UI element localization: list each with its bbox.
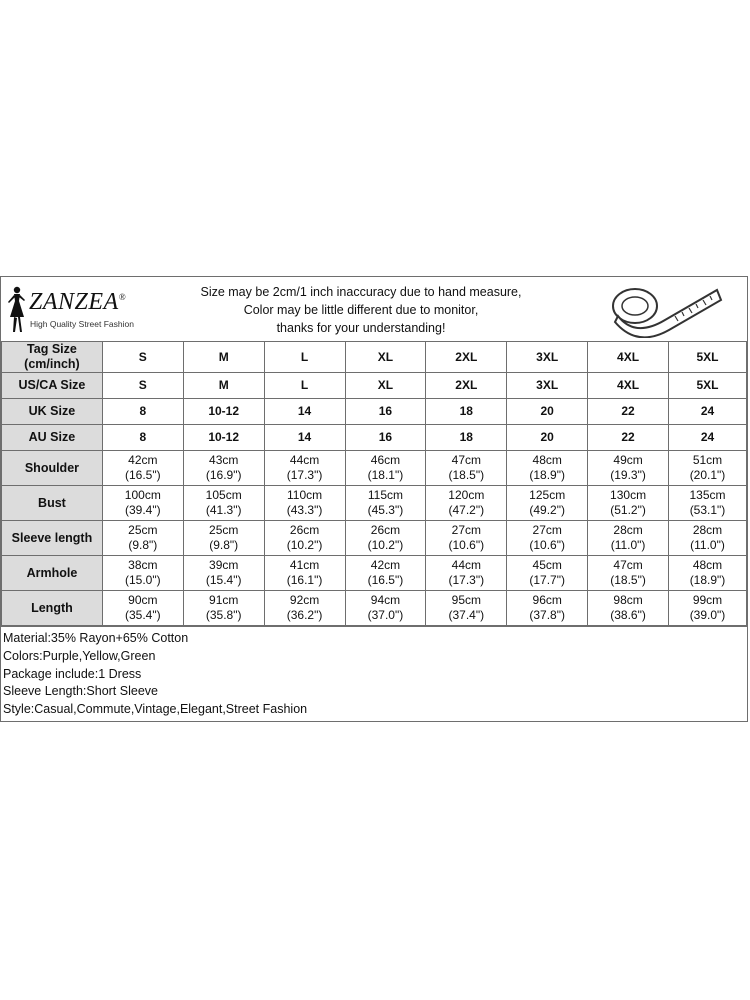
size-cell: 24 [669, 425, 747, 451]
measurement-cell [102, 486, 183, 521]
measurement-cm: 42cm [370, 558, 401, 572]
measurement-inch: (10.6") [448, 538, 485, 552]
measurement-cell [588, 451, 669, 486]
size-cell: XL [345, 342, 426, 373]
measurement-notice [171, 283, 551, 337]
measurement-inch: (39.4") [125, 503, 161, 517]
size-cell: 20 [507, 399, 588, 425]
measurement-cm: 49cm [613, 453, 643, 467]
size-table [1, 341, 747, 626]
measurement-cm: 38cm [128, 558, 158, 572]
table-row [2, 399, 747, 425]
measurement-cell [507, 486, 588, 521]
measurement-inch: (37.0") [367, 608, 404, 622]
measurement-cell [345, 451, 426, 486]
measurement-inch: (36.2") [286, 608, 323, 622]
measurement-cell [426, 486, 507, 521]
measurement-cm: 98cm [613, 593, 643, 607]
measurement-cell [345, 521, 426, 556]
measurement-cell [345, 486, 426, 521]
size-cell: S [102, 342, 183, 373]
row-header: Armhole [2, 556, 103, 591]
brand-tagline: High Quality Street Fashion [30, 319, 134, 329]
measurement-cm: 44cm [451, 558, 481, 572]
measurement-cm: 42cm [128, 453, 158, 467]
measurement-cm: 48cm [532, 453, 562, 467]
measurement-cm: 135cm [689, 488, 726, 502]
measurement-cell [588, 591, 669, 626]
size-cell: 8 [102, 425, 183, 451]
measurement-inch: (15.0") [125, 573, 161, 587]
size-cell: 20 [507, 425, 588, 451]
size-cell: 3XL [507, 373, 588, 399]
measurement-inch: (45.3") [367, 503, 404, 517]
measurement-cell [264, 486, 345, 521]
row-header: Bust [2, 486, 103, 521]
measurement-inch: (17.7") [529, 573, 565, 587]
measurement-cm: 95cm [451, 593, 481, 607]
measurement-cm: 48cm [692, 558, 723, 572]
measurement-cell [102, 521, 183, 556]
measurement-inch: (17.3") [448, 573, 485, 587]
measurement-inch: (35.8") [205, 608, 242, 622]
measurement-cm: 43cm [209, 453, 239, 467]
size-cell: 5XL [669, 373, 747, 399]
measurement-cm: 26cm [289, 523, 320, 537]
measurement-inch: (19.3") [610, 468, 646, 482]
measurement-cell [183, 486, 264, 521]
detail-package: Package include:1 Dress [3, 666, 142, 681]
measurement-inch: (18.5") [448, 468, 485, 482]
measurement-inch: (18.5") [610, 573, 646, 587]
measurement-cell [183, 451, 264, 486]
measurement-cm: 125cm [529, 488, 566, 502]
row-header: AU Size [2, 425, 103, 451]
size-cell: S [102, 373, 183, 399]
measurement-inch: (37.8") [529, 608, 565, 622]
size-cell: 14 [264, 425, 345, 451]
measurement-inch: (16.9") [205, 468, 242, 482]
measurement-cm: 96cm [532, 593, 562, 607]
measurement-inch: (20.1") [689, 468, 726, 482]
size-cell: 18 [426, 399, 507, 425]
measurement-cm: 28cm [613, 523, 643, 537]
size-cell: 22 [588, 399, 669, 425]
measurement-cm: 51cm [692, 453, 723, 467]
row-header: Shoulder [2, 451, 103, 486]
measurement-cell [507, 521, 588, 556]
size-cell: 3XL [507, 342, 588, 373]
woman-silhouette-icon [5, 285, 27, 335]
measurement-cell [669, 591, 747, 626]
measurement-inch: (35.4") [125, 608, 161, 622]
measurement-cell [264, 591, 345, 626]
measurement-inch: (11.0") [610, 538, 646, 552]
measurement-cm: 45cm [532, 558, 562, 572]
table-row [2, 486, 747, 521]
size-cell: 8 [102, 399, 183, 425]
measurement-cell [426, 451, 507, 486]
notice-line: thanks for your understanding! [276, 321, 446, 335]
measurement-cell [426, 591, 507, 626]
measurement-inch: (43.3") [286, 503, 323, 517]
measurement-cell [183, 556, 264, 591]
measurement-inch: (16.1") [286, 573, 323, 587]
measurement-cm: 120cm [448, 488, 485, 502]
table-row [2, 342, 747, 373]
measurement-cell [588, 486, 669, 521]
measuring-tape-icon [605, 280, 725, 338]
measurement-cell [426, 521, 507, 556]
size-cell: 2XL [426, 373, 507, 399]
size-cell: 16 [345, 399, 426, 425]
detail-colors: Colors:Purple,Yellow,Green [3, 648, 156, 663]
measurement-cm: 105cm [205, 488, 242, 502]
size-cell: 18 [426, 425, 507, 451]
measurement-cm: 27cm [451, 523, 481, 537]
size-cell: 14 [264, 399, 345, 425]
measurement-inch: (10.6") [529, 538, 565, 552]
measurement-inch: (49.2") [529, 503, 565, 517]
measurement-inch: (37.4") [448, 608, 485, 622]
measurement-cm: 90cm [128, 593, 158, 607]
size-cell: 10-12 [183, 425, 264, 451]
measurement-cell [669, 486, 747, 521]
row-header: UK Size [2, 399, 103, 425]
measurement-cm: 115cm [367, 488, 403, 502]
measurement-cm: 28cm [692, 523, 723, 537]
measurement-cell [588, 521, 669, 556]
measurement-cm: 27cm [532, 523, 562, 537]
size-cell: 16 [345, 425, 426, 451]
size-cell: 2XL [426, 342, 507, 373]
table-row [2, 425, 747, 451]
measurement-cell [507, 591, 588, 626]
detail-style: Style:Casual,Commute,Vintage,Elegant,Street Fashion [3, 702, 308, 717]
row-header: Length [2, 591, 103, 626]
measurement-cell [426, 556, 507, 591]
measurement-inch: (9.8") [128, 538, 158, 552]
notice-line: Color may be little different due to monitor, [243, 303, 479, 317]
measurement-cm: 26cm [370, 523, 401, 537]
notice-line: Size may be 2cm/1 inch inaccuracy due to hand measure, [200, 285, 522, 299]
measurement-cell [183, 521, 264, 556]
measurement-inch: (18.9") [529, 468, 565, 482]
table-row [2, 373, 747, 399]
measurement-cell [507, 556, 588, 591]
measurement-cm: 41cm [289, 558, 320, 572]
measurement-inch: (11.0") [690, 538, 725, 552]
measurement-inch: (10.2") [367, 538, 404, 552]
measurement-inch: (38.6") [610, 608, 646, 622]
measurement-cm: 44cm [289, 453, 320, 467]
size-cell: L [264, 342, 345, 373]
row-header: Tag Size (cm/inch) [2, 342, 103, 373]
measurement-cell [669, 556, 747, 591]
measurement-inch: (9.8") [209, 538, 239, 552]
measurement-cm: 25cm [209, 523, 239, 537]
brand-wordmark [29, 289, 126, 316]
size-cell: 5XL [669, 342, 747, 373]
measurement-cell [345, 556, 426, 591]
measurement-cm: 100cm [124, 488, 161, 502]
table-row [2, 591, 747, 626]
measurement-cm: 91cm [209, 593, 239, 607]
measurement-cell [345, 591, 426, 626]
measurement-inch: (39.0") [689, 608, 726, 622]
measurement-cm: 99cm [692, 593, 723, 607]
measurement-cell [264, 521, 345, 556]
measurement-inch: (17.3") [286, 468, 323, 482]
measurement-cell [102, 556, 183, 591]
brand-logo [5, 283, 155, 337]
row-header: Sleeve length [2, 521, 103, 556]
size-cell: XL [345, 373, 426, 399]
measurement-cell [102, 591, 183, 626]
table-row [2, 521, 747, 556]
size-cell: M [183, 373, 264, 399]
detail-material: Material:35% Rayon+65% Cotton [3, 631, 189, 645]
detail-sleeve-length: Sleeve Length:Short Sleeve [3, 684, 158, 699]
size-cell: L [264, 373, 345, 399]
measurement-inch: (18.9") [689, 573, 726, 587]
measurement-cell [183, 591, 264, 626]
measurement-cell [102, 451, 183, 486]
size-cell: 4XL [588, 342, 669, 373]
size-cell: 24 [669, 399, 747, 425]
measurement-cm: 46cm [370, 453, 401, 467]
measurement-cm: 92cm [289, 593, 320, 607]
measurement-inch: (47.2") [448, 503, 485, 517]
measurement-inch: (16.5") [367, 573, 404, 587]
row-header: US/CA Size [2, 373, 103, 399]
measurement-cm: 47cm [613, 558, 643, 572]
measurement-inch: (41.3") [205, 503, 242, 517]
measurement-inch: (18.1") [367, 468, 404, 482]
measurement-cm: 39cm [209, 558, 239, 572]
measurement-cell [264, 556, 345, 591]
measurement-cm: 47cm [451, 453, 481, 467]
measurement-inch: (53.1") [689, 503, 726, 517]
measurement-cell [264, 451, 345, 486]
size-cell: M [183, 342, 264, 373]
chart-header [1, 277, 747, 342]
measurement-cell [588, 556, 669, 591]
measurement-cm: 130cm [610, 488, 647, 502]
measurement-inch: (10.2") [286, 538, 323, 552]
size-cell: 10-12 [183, 399, 264, 425]
size-chart [0, 276, 748, 722]
size-cell: 4XL [588, 373, 669, 399]
product-details [1, 626, 747, 719]
measurement-cell [669, 521, 747, 556]
registered-mark: ® [118, 292, 127, 302]
measurement-cell [669, 451, 747, 486]
measurement-cm: 94cm [370, 593, 401, 607]
measurement-inch: (51.2") [610, 503, 646, 517]
measurement-inch: (15.4") [205, 573, 242, 587]
measurement-cell [507, 451, 588, 486]
brand-name: ZANZEA [29, 289, 119, 315]
table-row [2, 556, 747, 591]
measurement-cm: 25cm [128, 523, 158, 537]
size-cell: 22 [588, 425, 669, 451]
measurement-cm: 110cm [286, 488, 323, 502]
measurement-inch: (16.5") [125, 468, 161, 482]
table-row [2, 451, 747, 486]
